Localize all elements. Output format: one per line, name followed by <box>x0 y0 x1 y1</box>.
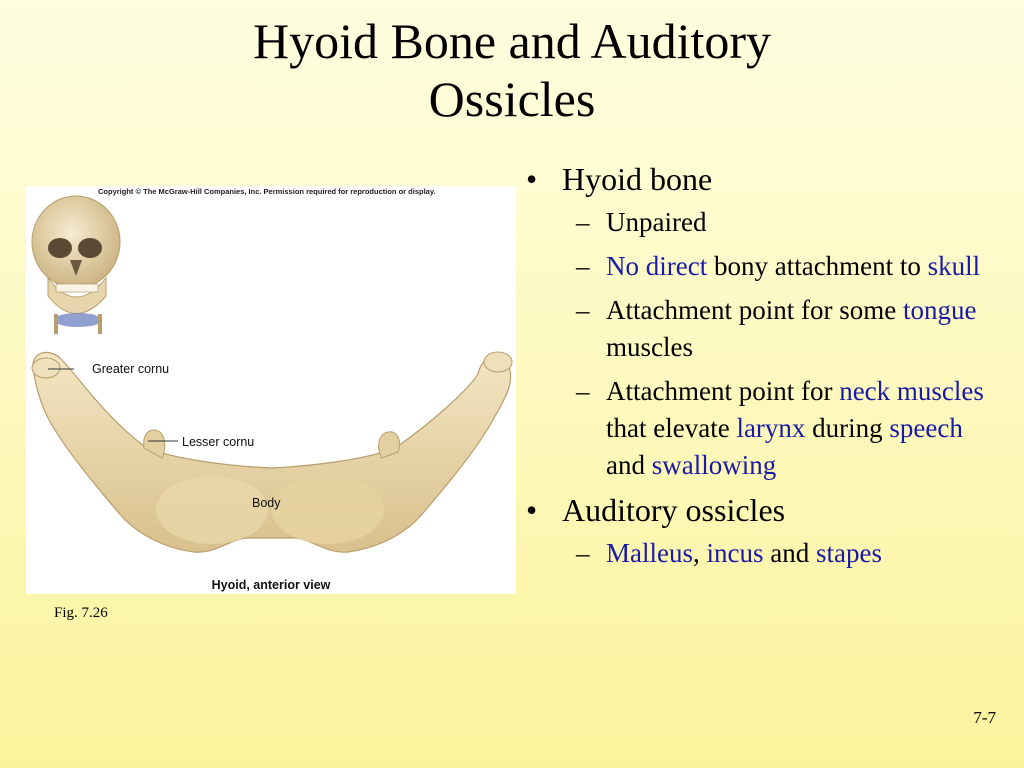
bullet-hyoid-bone: • Hyoid bone <box>526 161 713 197</box>
slide-title <box>112 12 912 128</box>
title-line-1: Hyoid Bone and Auditory <box>252 13 772 69</box>
sub-bullet-tongue: – Attachment point for some tongue muscles <box>576 295 977 362</box>
sub-bullet-attachment: – No direct bony attachment to skull <box>576 251 981 281</box>
label-greater-cornu: Greater cornu <box>92 362 170 376</box>
title-line-2: Ossicles <box>428 71 596 127</box>
page-number: 7-7 <box>973 708 996 727</box>
hyoid-bone <box>32 352 512 552</box>
hyoid-figure <box>26 186 516 594</box>
hyoid-illustration <box>26 186 516 594</box>
skull-thumbnail <box>32 196 120 334</box>
label-body: Body <box>252 496 281 510</box>
label-lesser-cornu: Lesser cornu <box>182 435 255 449</box>
bullet-list <box>522 160 1002 579</box>
sub-bullet-neck: – Attachment point for neck muscles that elevate larynx during speech and swallowing <box>576 376 984 480</box>
figure-reference: Fig. 7.26 <box>54 605 108 621</box>
figure-caption: Hyoid, anterior view <box>211 578 331 592</box>
copyright-notice: Copyright © The McGraw-Hill Companies, Inc. Permission required for reproduction or display. <box>98 187 436 196</box>
sub-bullet-unpaired: – Unpaired <box>576 207 707 237</box>
bullet-auditory-ossicles: • Auditory ossicles <box>526 492 786 528</box>
sub-bullet-ossicles: – Malleus, incus and stapes <box>576 538 882 568</box>
